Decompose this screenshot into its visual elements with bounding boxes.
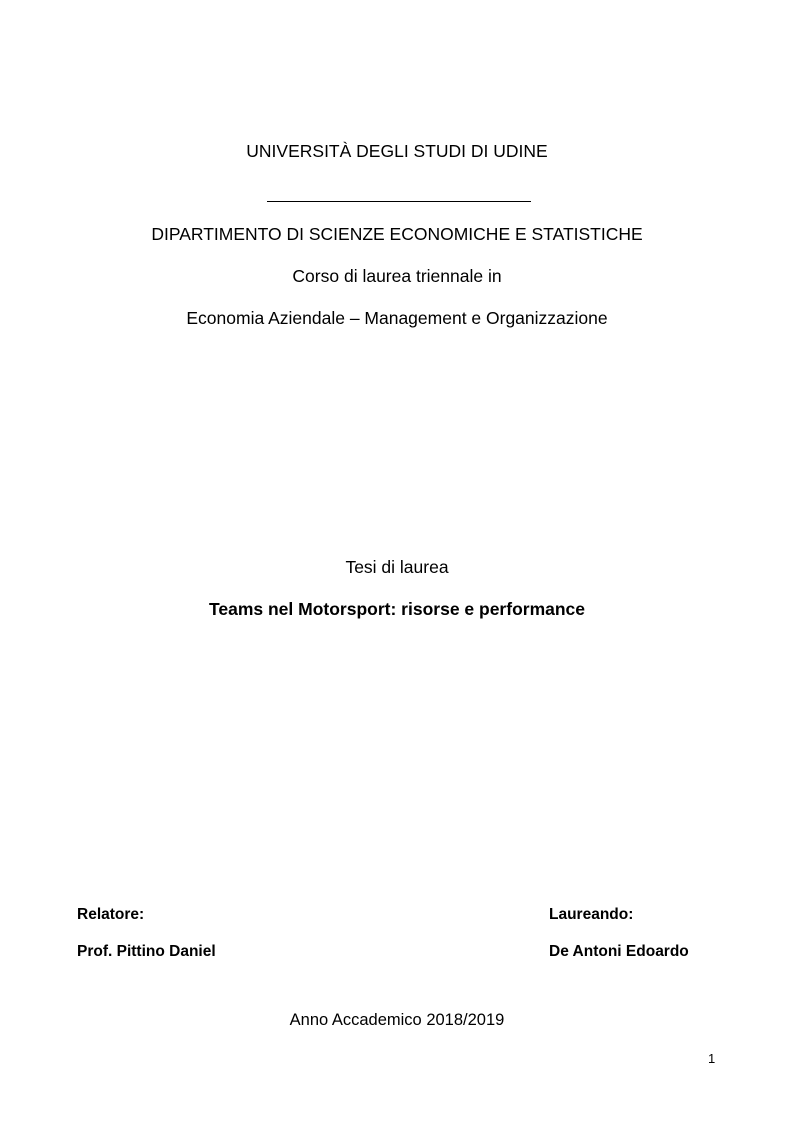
supervisor-name: Prof. Pittino Daniel	[77, 943, 216, 960]
academic-year: Anno Accademico 2018/2019	[289, 1011, 505, 1029]
page-number: 1	[708, 1051, 716, 1066]
supervisor-label: Relatore:	[77, 906, 145, 923]
candidate-name: De Antoni Edoardo	[549, 943, 689, 960]
thesis-type: Tesi di laurea	[345, 557, 449, 577]
separator-text	[267, 180, 531, 201]
candidate-label: Laureando:	[549, 906, 634, 923]
course-line-2: Economia Aziendale – Management e Organizzazione	[186, 308, 608, 328]
separator-line	[267, 201, 531, 202]
course-line-1: Corso di laurea triennale in	[292, 266, 502, 286]
university-name: UNIVERSITÀ DEGLI STUDI DI UDINE	[246, 141, 548, 161]
department-name: DIPARTIMENTO DI SCIENZE ECONOMICHE E STATISTICHE	[151, 224, 643, 244]
thesis-title: Teams nel Motorsport: risorse e performance	[208, 599, 586, 619]
